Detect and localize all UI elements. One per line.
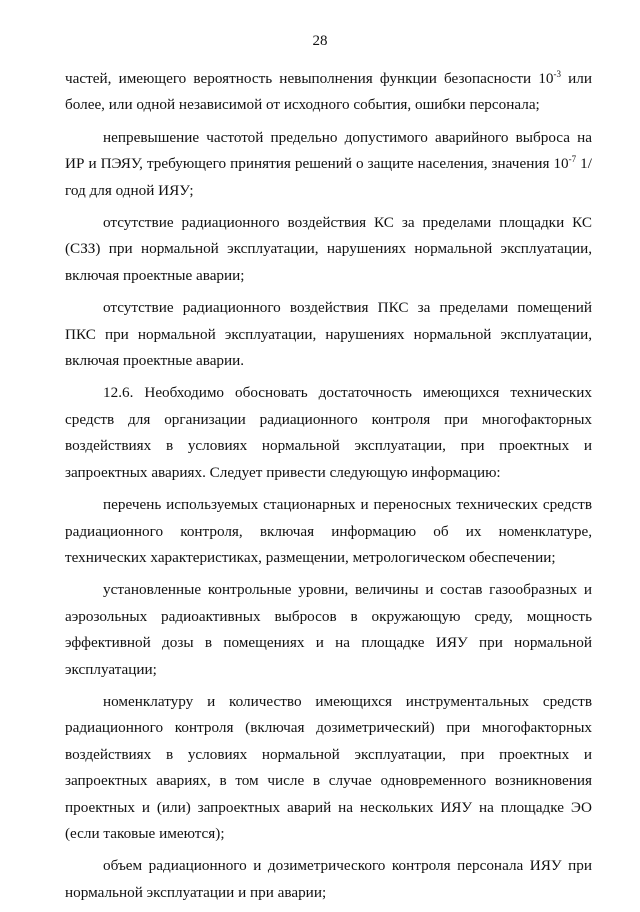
paragraph-text: или более, или одной независимой от исходного события, ошибки персонала; <box>65 70 592 114</box>
superscript-exponent: -7 <box>568 154 577 165</box>
paragraph-text: непревышение частотой предельно допустимого аварийного выброса на ИР и ПЭЯУ, требующего принятия решений о защите населения, значения 10 <box>65 128 592 173</box>
paragraph <box>65 380 592 486</box>
paragraph <box>65 66 592 119</box>
body-text <box>65 66 592 912</box>
paragraph-text: объем радиационного и дозиметрического контроля персонала ИЯУ при нормальной эксплуатации и при аварии; <box>65 857 592 901</box>
paragraph <box>65 492 592 571</box>
paragraph <box>65 689 592 847</box>
paragraph-text: отсутствие радиационного воздействия ПКС за пределами помещений ПКС при нормальной эксплуатации, нарушениях нормальной эксплуатации, включая проектные аварии. <box>65 299 592 370</box>
paragraph-text: номенклатуру и количество имеющихся инструментальных средств радиационного контроля (включая дозиметрический) при многофакторных воздействиях в условиях нормальной эксплуатации, при проектных и запроектных авариях, в том числе в случае одновременного возникновения проектных и (или) запроектных аварий на нескольких ИЯУ на площадке ЭО (если таковые имеются); <box>65 692 592 842</box>
paragraph <box>65 853 592 906</box>
paragraph <box>65 125 592 204</box>
paragraph <box>65 210 592 289</box>
page-number: 28 <box>312 33 328 49</box>
paragraph-text: частей, имеющего вероятность невыполнения функции безопасности 10 <box>65 70 554 87</box>
paragraph <box>65 295 592 374</box>
paragraph <box>65 577 592 683</box>
paragraph-text: перечень используемых стационарных и переносных технических средств радиационного контроля, включая информацию об их номенклатуре, технических характеристиках, размещении, метрологическом обеспечении; <box>65 496 592 566</box>
paragraph-text: 1/год для одной ИЯУ; <box>65 155 592 199</box>
superscript-exponent: -3 <box>553 69 562 79</box>
paragraph-text: отсутствие радиационного воздействия КС за пределами площадки КС (СЗЗ) при нормальной эксплуатации, нарушениях нормальной эксплуатации, включая проектные аварии; <box>65 214 592 284</box>
paragraph-text: установленные контрольные уровни, величины и состав газообразных и аэрозольных радиоактивных выбросов в окружающую среду, мощность эффективной дозы в помещениях и на площадке ИЯУ при нормальной эксплуатации; <box>65 581 592 678</box>
paragraph-text: 12.6. Необходимо обосновать достаточность имеющихся технических средств для организации радиационного контроля при многофакторных воздействиях в условиях нормальной эксплуатации, при проектных и запроектных авариях. Следует привести следующую информацию: <box>65 384 592 481</box>
